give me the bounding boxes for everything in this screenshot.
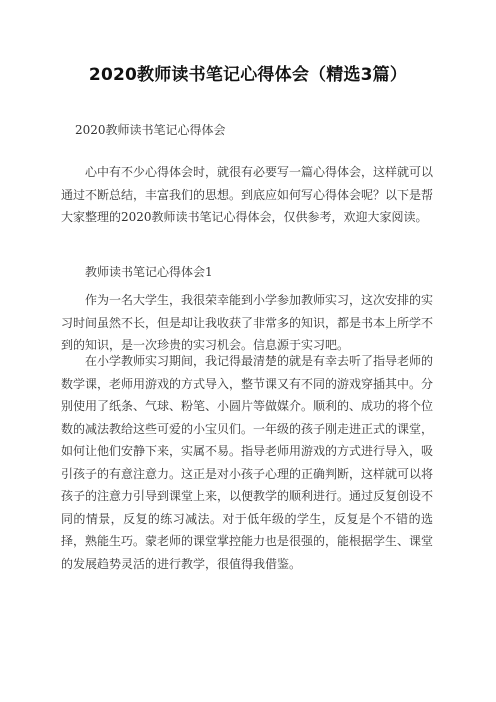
document-title: 2020教师读书笔记心得体会（精选3篇） <box>88 65 408 85</box>
body-paragraph-1: 作为一名大学生，我很荣幸能到小学参加教师实习，这次安排的实习时间虽然不长，但是却让我收获了非常多的知识，都是书本上所学不到的知识，是一次珍贵的实习机会。信息源于实习吧。 <box>61 293 434 352</box>
section-heading-1: 教师读书笔记心得体会1 <box>85 265 213 279</box>
body-paragraph-2: 在小学教师实习期间，我记得最清楚的就是有幸去听了指导老师的数学课，老师用游戏的方式导入，整节课又有不同的游戏穿插其中。分别使用了纸条、气球、粉笔、小圆片等做媒介。顺利的、成功的将个位数的减法教给这些可爱的小宝贝们。一年级的孩子刚走进正式的课堂，如何让他们安静下来，实属不易。指导老师用游戏的方式进行导入，吸引孩子的有意注意力。这正是对小孩子心理的正确判断，这样就可以将孩子的注意力引导到课堂上来，以便教学的顺利进行。通过反复创设不同的情景，反复的练习减法。对于低年级的学生，反复是个不错的选择，熟能生巧。蒙老师的课堂掌控能力也是很强的，能根据学生、课堂的发展趋势灵活的进行教学，很值得我借鉴。 <box>61 354 434 571</box>
document-subtitle: 2020教师读书笔记心得体会 <box>75 123 226 137</box>
intro-paragraph: 心中有不少心得体会时，就很有必要写一篇心得体会，这样就可以通过不断总结，丰富我们的思想。到底应如何写心得体会呢？以下是帮大家整理的2020教师读书笔记心得体会，仅供参考，欢迎大家阅读。 <box>61 165 434 224</box>
